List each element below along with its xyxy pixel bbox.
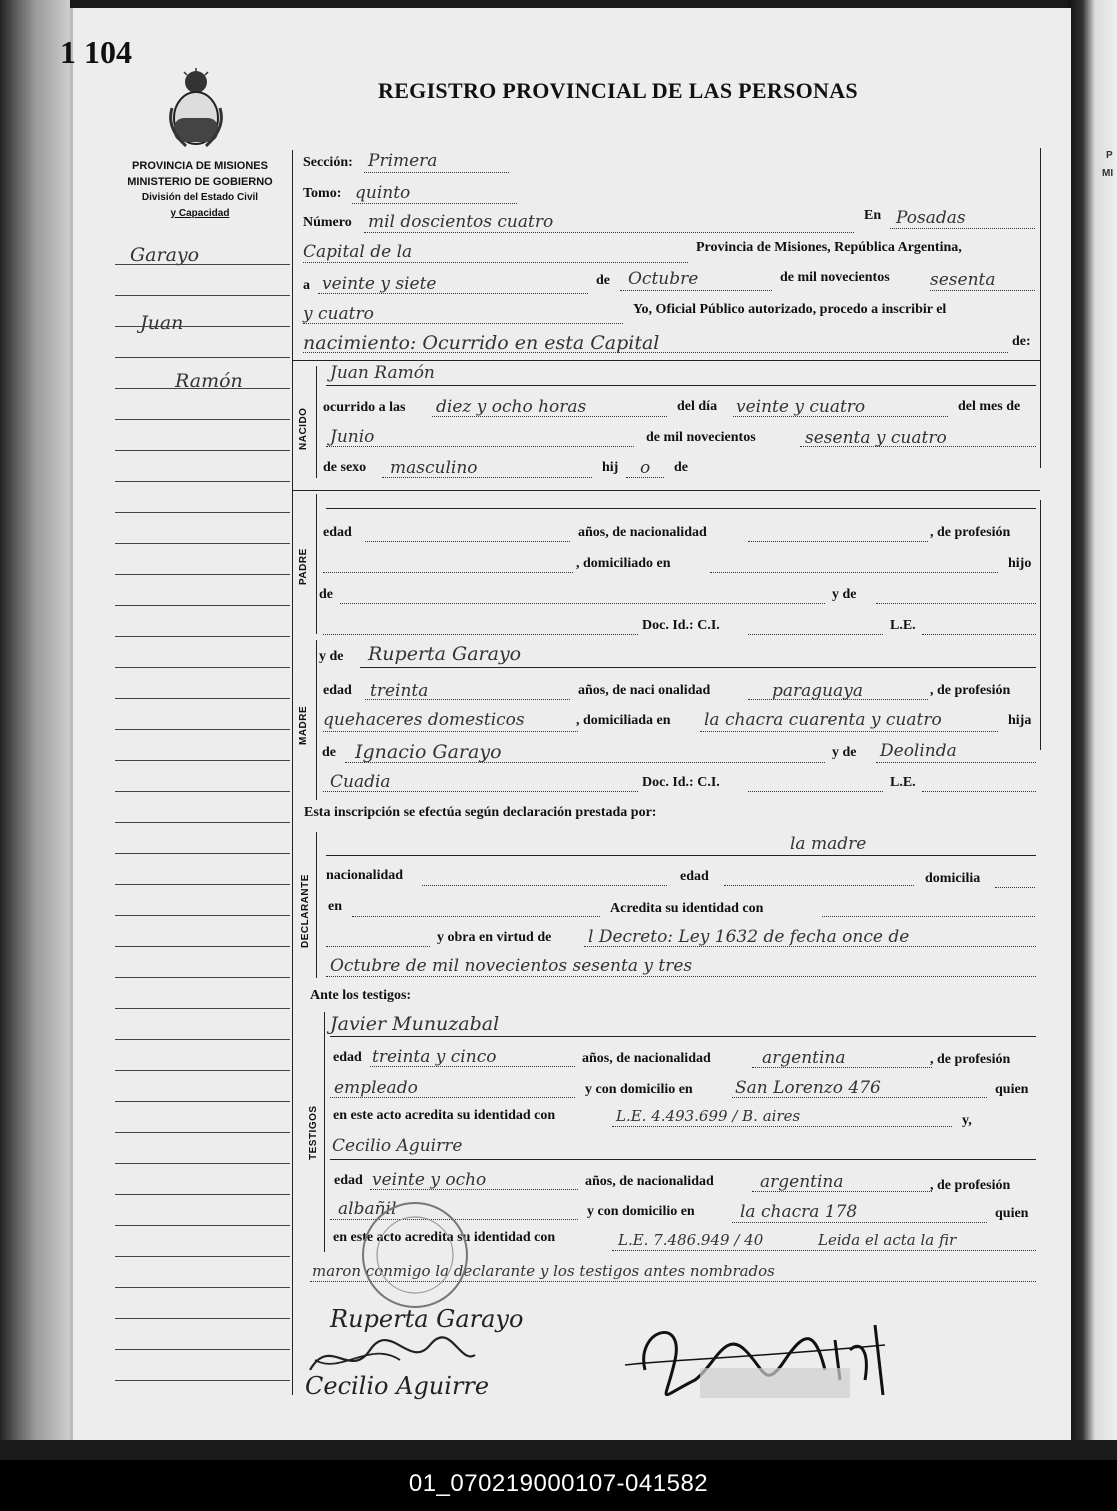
margin-line xyxy=(115,760,290,761)
madre-nombre: Ruperta Garayo xyxy=(368,643,522,665)
ministry-name: MINISTERIO DE GOBIERNO xyxy=(127,176,273,188)
margin-line xyxy=(115,450,290,451)
horas-value: diez y ocho horas xyxy=(436,397,587,417)
margin-line xyxy=(115,915,290,916)
mil-label: de mil novecientos xyxy=(780,270,890,285)
sexo-label: de sexo xyxy=(323,460,367,475)
nacionalidad-label: nacionalidad xyxy=(326,868,404,883)
edad-label: edad xyxy=(334,1173,363,1188)
domiciliada-label: , domiciliada en xyxy=(576,713,671,728)
quien-label: quien xyxy=(995,1206,1029,1221)
adjacent-page-text: MI xyxy=(1102,168,1114,179)
margin-line xyxy=(115,419,290,420)
leida-text-2: maron conmigo la declarante y los testigos antes nombrados xyxy=(312,1262,775,1280)
adjacent-page-text: P xyxy=(1106,150,1113,161)
le-label: L.E. xyxy=(890,775,916,790)
testigo1-nacionalidad: argentina xyxy=(762,1048,846,1068)
margin-line xyxy=(115,1256,290,1257)
margin-line xyxy=(115,1194,290,1195)
margin-line xyxy=(115,574,290,575)
abuela-nombre: Deolinda xyxy=(880,741,957,761)
tomo-label: Tomo: xyxy=(303,186,342,201)
declarante-quien: la madre xyxy=(790,834,867,854)
section-bracket xyxy=(316,366,317,478)
sexo-value: masculino xyxy=(390,458,478,478)
profesion-label: , de profesión xyxy=(930,1052,1011,1067)
madre-domicilio: la chacra cuarenta y cuatro xyxy=(704,710,942,730)
en-value: Posadas xyxy=(896,208,966,228)
division-name-2: y Capacidad xyxy=(170,208,230,219)
nacido-nombre: Juan Ramón xyxy=(330,363,435,383)
testigo1-nombre: Javier Munuzabal xyxy=(330,1013,500,1035)
hija-label: hija xyxy=(1008,713,1032,728)
le-label: L.E. xyxy=(890,618,916,633)
numero-label: Número xyxy=(303,215,352,230)
de-label: de xyxy=(596,273,610,288)
margin-line xyxy=(115,698,290,699)
domiciliado-label: , domiciliado en xyxy=(576,556,671,571)
domicilia-label: domicilia xyxy=(925,871,981,886)
de-label: de xyxy=(319,587,333,602)
margin-line xyxy=(115,667,290,668)
madre-nacionalidad: paraguaya xyxy=(772,681,863,701)
testigos-label: Ante los testigos: xyxy=(310,988,412,1003)
margin-line xyxy=(115,1070,290,1071)
a-label: a xyxy=(303,278,310,293)
profesion-label: , de profesión xyxy=(930,525,1011,540)
testigo2-edad: veinte y ocho xyxy=(372,1170,487,1190)
anio-nacimiento: sesenta y cuatro xyxy=(805,428,947,448)
domicilio-label: y con domicilio en xyxy=(587,1204,695,1219)
margin-line xyxy=(115,636,290,637)
acredita-label: en este acto acredita su identidad con xyxy=(333,1108,556,1123)
obra-label: y obra en virtud de xyxy=(437,930,552,945)
testigo2-nacionalidad: argentina xyxy=(760,1172,844,1192)
abuela-apellido: Cuadia xyxy=(330,772,391,792)
de-label: de xyxy=(322,745,336,760)
en-label: En xyxy=(864,208,882,223)
testigo1-edad: treinta y cinco xyxy=(372,1047,497,1067)
margin-line xyxy=(115,853,290,854)
anio-value: sesenta xyxy=(930,270,996,290)
section-label-testigos: TESTIGOS xyxy=(308,1105,319,1160)
abuelo-nombre: Ignacio Garayo xyxy=(355,741,502,763)
yde-label: y de xyxy=(832,587,857,602)
divider-vertical xyxy=(1040,148,1041,468)
image-id-footer: 01_070219000107-041582 xyxy=(0,1460,1117,1511)
numero-value: mil doscientos cuatro xyxy=(368,212,554,232)
page-title: REGISTRO PROVINCIAL DE LAS PERSONAS xyxy=(378,78,858,103)
en-label: en xyxy=(328,899,342,914)
division-name: División del Estado Civil xyxy=(141,192,259,203)
margin-name: Ramón xyxy=(175,370,243,392)
testigo2-profesion: albañil xyxy=(338,1199,397,1219)
acredita-label: Acredita su identidad con xyxy=(610,901,764,916)
margin-line xyxy=(115,791,290,792)
ocurrido-label: ocurrido a las xyxy=(323,400,406,415)
margin-line xyxy=(115,388,290,389)
margin-line xyxy=(115,884,290,885)
acto-value: nacimiento: Ocurrido en esta Capital xyxy=(303,332,660,354)
margin-line xyxy=(115,1101,290,1102)
section-label-padre: PADRE xyxy=(298,548,309,585)
coat-of-arms-icon xyxy=(168,68,224,150)
edad-label: edad xyxy=(323,683,352,698)
official-stamp-icon xyxy=(355,1195,475,1315)
hijo-label: hijo xyxy=(1008,556,1032,571)
provincia-text: Provincia de Misiones, República Argentina, xyxy=(696,240,962,255)
yo-text: Yo, Oficial Público autorizado, procedo a inscribir el xyxy=(633,302,947,317)
del-dia-label: del día xyxy=(677,399,718,414)
margin-line xyxy=(115,1008,290,1009)
profesion-label: , de profesión xyxy=(930,1178,1011,1193)
testigo2-nombre: Cecilio Aguirre xyxy=(332,1136,463,1156)
book-binding-left xyxy=(0,0,70,1440)
stamp-mark xyxy=(700,1368,850,1398)
margin-line xyxy=(115,946,290,947)
leida-text: Leida el acta la fir xyxy=(818,1231,957,1249)
madre-edad: treinta xyxy=(370,681,429,701)
margin-line xyxy=(115,1039,290,1040)
divider-vertical xyxy=(292,150,293,1395)
section-label-declarante: DECLARANTE xyxy=(300,874,311,948)
margin-line xyxy=(115,264,290,265)
yde-label: y de xyxy=(832,745,857,760)
hij-value: o xyxy=(640,458,651,478)
dia-value: veinte y siete xyxy=(322,274,437,294)
anios-label: años, de nacionalidad xyxy=(578,525,707,540)
del-mes-label: del mes de xyxy=(958,399,1021,414)
section-divider xyxy=(292,360,1040,361)
seccion-value: Primera xyxy=(368,151,438,171)
testigo2-documento: L.E. 7.486.949 / 40 xyxy=(618,1231,764,1249)
margin-line xyxy=(115,1287,290,1288)
margin-name: Juan xyxy=(140,312,184,334)
edad-label: edad xyxy=(680,869,709,884)
seccion-label: Sección: xyxy=(303,155,353,170)
testigo1-domicilio: San Lorenzo 476 xyxy=(735,1078,881,1098)
margin-line xyxy=(115,1380,290,1381)
margin-surname: Garayo xyxy=(130,244,200,266)
tomo-value: quinto xyxy=(355,183,411,203)
dia-nacimiento: veinte y cuatro xyxy=(736,397,866,417)
firma-testigo: Cecilio Aguirre xyxy=(305,1372,490,1400)
doc-label: Doc. Id.: C.I. xyxy=(642,618,720,633)
section-label-nacido: NACIDO xyxy=(298,407,309,450)
de-colon: de: xyxy=(1012,334,1031,349)
mil-label: de mil novecientos xyxy=(646,430,756,445)
margin-line xyxy=(115,1163,290,1164)
firma-declarante: Ruperta Garayo xyxy=(330,1305,524,1333)
margin-line xyxy=(115,1349,290,1350)
testigo1-documento: L.E. 4.493.699 / B. aires xyxy=(616,1107,801,1125)
madre-profesion: quehaceres domesticos xyxy=(323,710,525,730)
page-number: 1 104 xyxy=(60,34,132,70)
mes-nacimiento: Junio xyxy=(330,427,375,447)
quien-label: quien xyxy=(995,1082,1029,1097)
margin-line xyxy=(115,605,290,606)
province-name: PROVINCIA DE MISIONES xyxy=(132,160,268,172)
yde-label: y de xyxy=(319,649,344,664)
margin-line xyxy=(115,1132,290,1133)
edad-label: edad xyxy=(323,525,352,540)
margin-line xyxy=(115,1318,290,1319)
anios-label: años, de naci onalidad xyxy=(578,683,711,698)
adjacent-page-right xyxy=(1068,0,1117,1440)
hij-label: hij xyxy=(602,460,619,475)
profesion-label: , de profesión xyxy=(930,683,1011,698)
acredita-label: en este acto acredita su identidad con xyxy=(333,1230,556,1245)
margin-line xyxy=(115,1225,290,1226)
margin-line xyxy=(115,822,290,823)
margin-line xyxy=(115,729,290,730)
testigo2-domicilio: la chacra 178 xyxy=(740,1202,858,1222)
margin-line xyxy=(115,357,290,358)
anios-label: años, de nacionalidad xyxy=(582,1051,711,1066)
capital-value: Capital de la xyxy=(303,242,413,262)
margin-line xyxy=(115,543,290,544)
edad-label: edad xyxy=(333,1050,362,1065)
margin-line xyxy=(115,481,290,482)
de-label: de xyxy=(674,460,688,475)
margin-line xyxy=(115,977,290,978)
doc-label: Doc. Id.: C.I. xyxy=(642,775,720,790)
obra-value-2: Octubre de mil novecientos sesenta y tres xyxy=(330,956,693,976)
section-label-madre: MADRE xyxy=(298,705,309,745)
margin-line xyxy=(115,295,290,296)
testigo1-profesion: empleado xyxy=(334,1078,418,1098)
anios-label: años, de nacionalidad xyxy=(585,1174,714,1189)
margin-line xyxy=(115,326,290,327)
anio2-value: y cuatro xyxy=(303,304,374,324)
declaracion-text: Esta inscripción se efectúa según declaración prestada por: xyxy=(304,805,657,820)
margin-line xyxy=(115,512,290,513)
y-label: y, xyxy=(962,1113,972,1128)
mes-value: Octubre xyxy=(628,269,699,289)
domicilio-label: y con domicilio en xyxy=(585,1082,693,1097)
obra-value: l Decreto: Ley 1632 de fecha once de xyxy=(588,927,910,947)
